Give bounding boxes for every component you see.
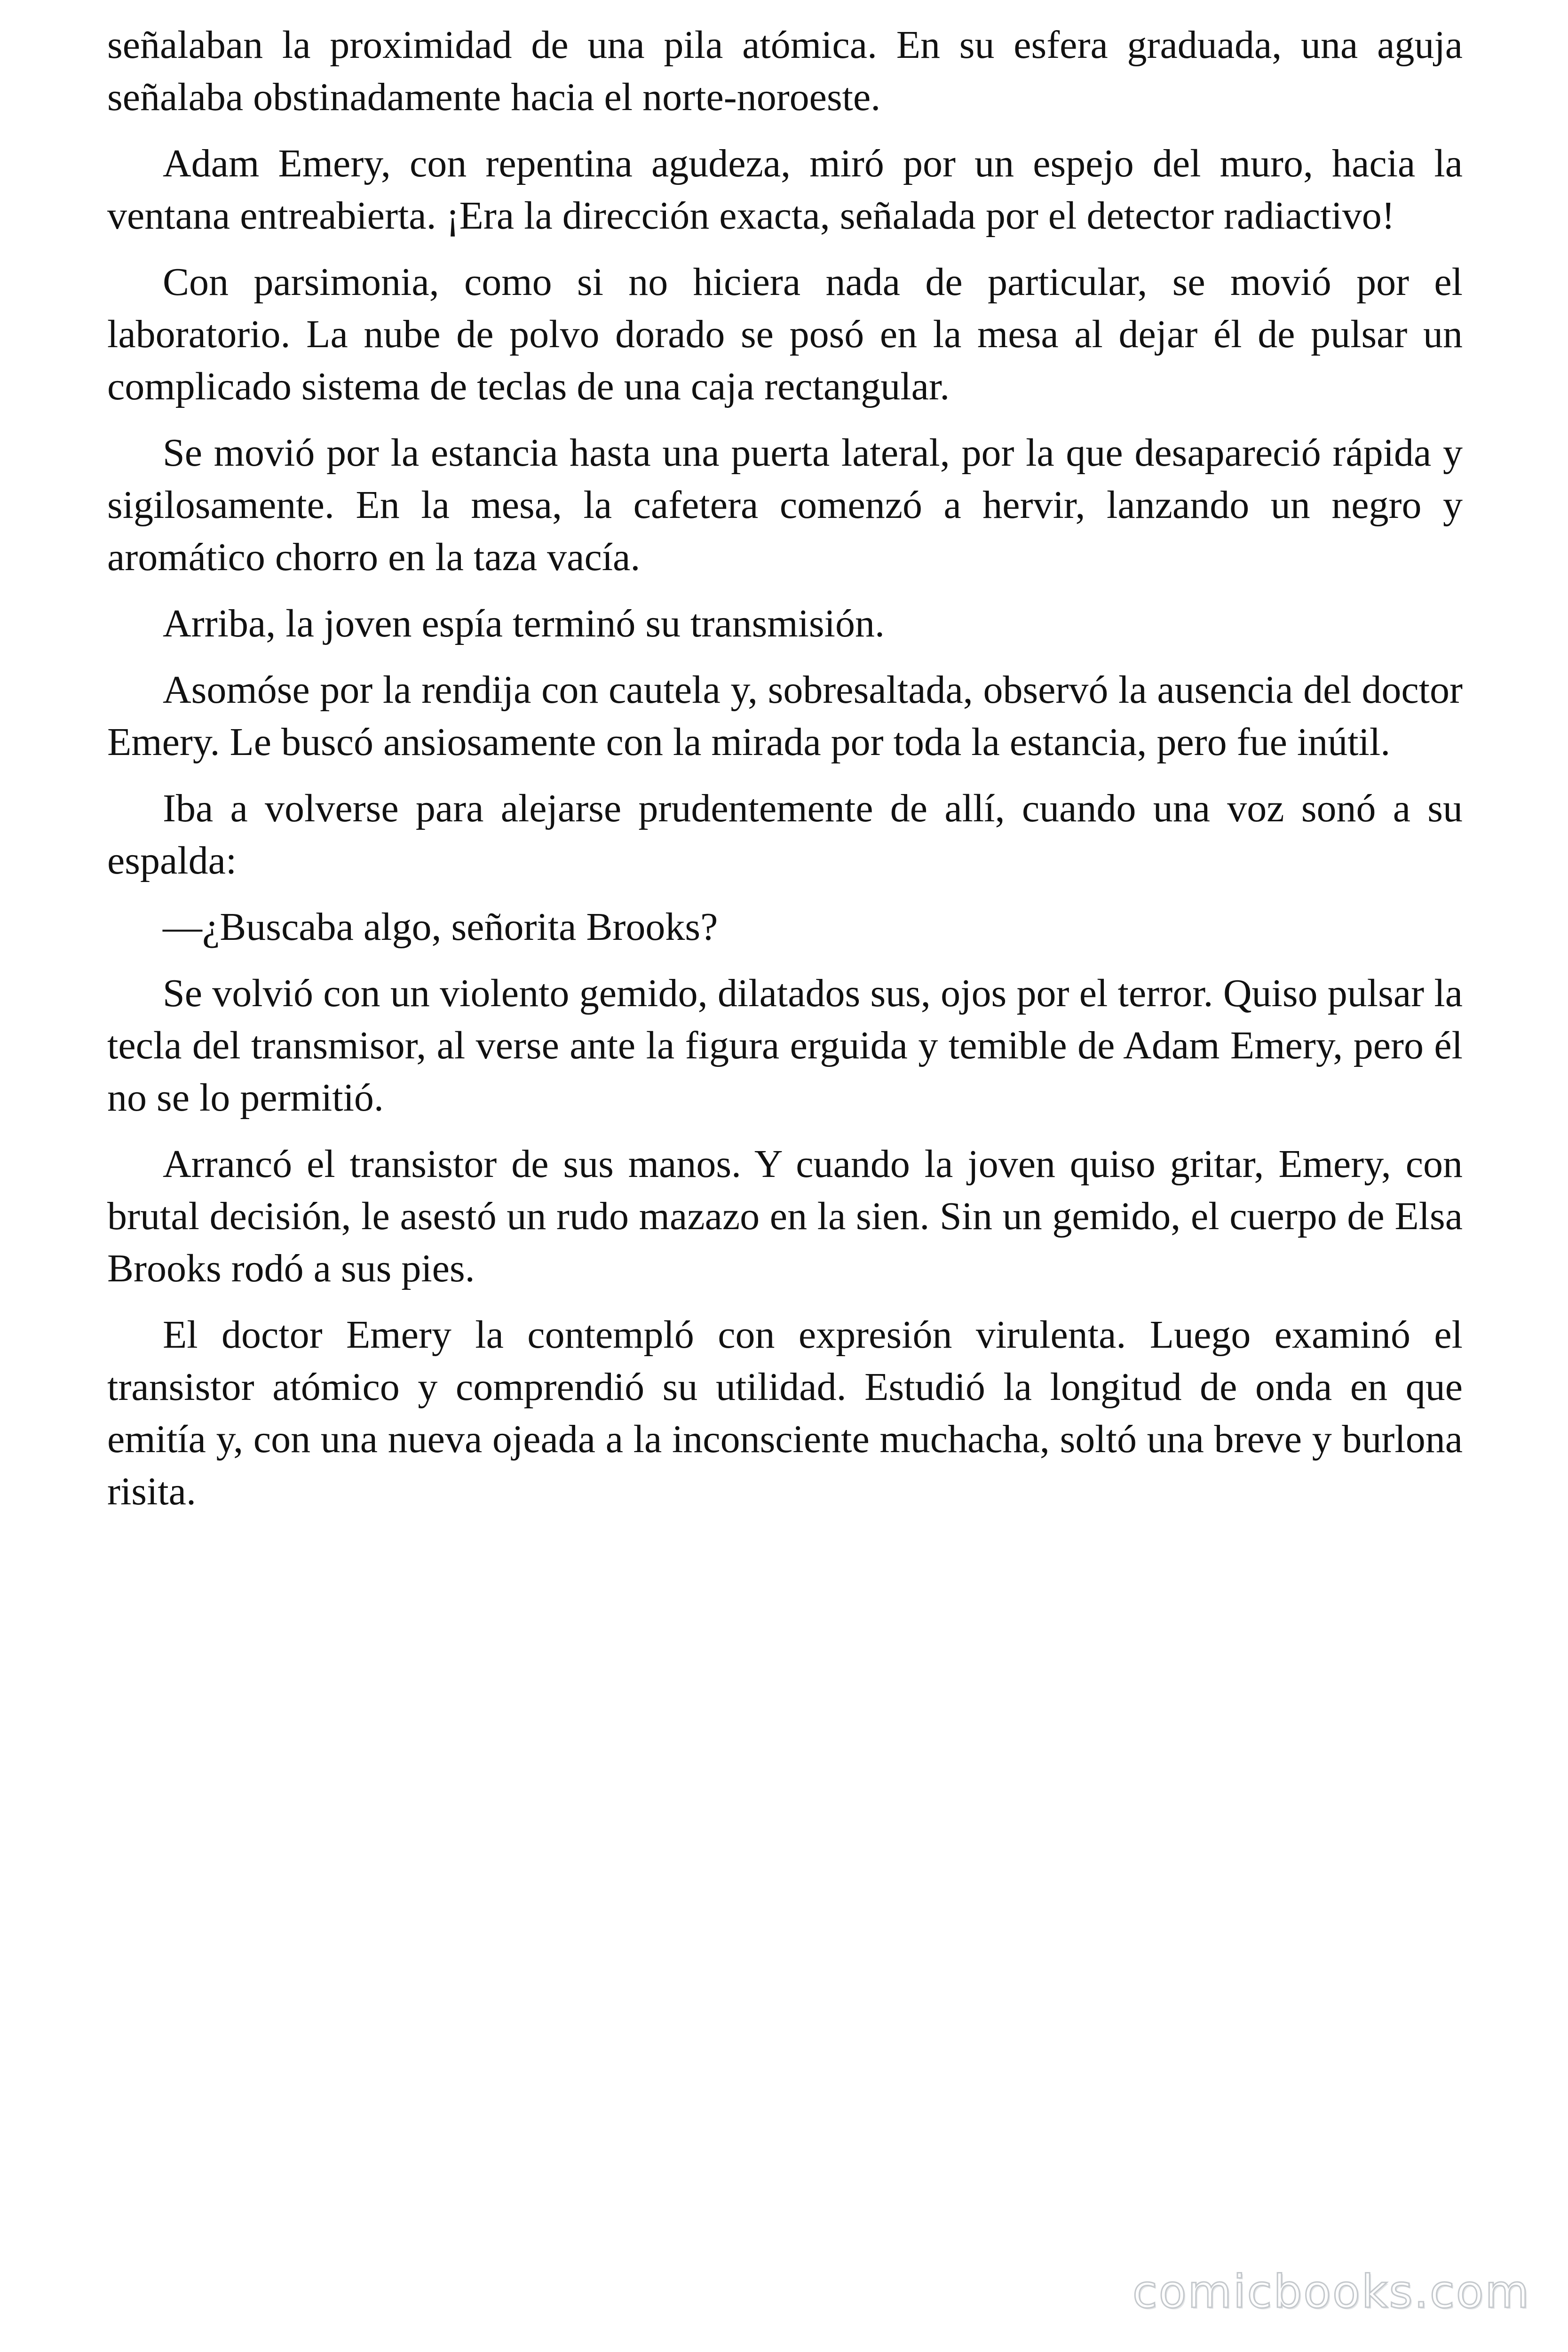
paragraph: El doctor Emery la contempló con expresión virulenta. Luego examinó el transistor atómico y comprendió su utilidad. Estudió la longitud de onda en que emitía y, con una nueva ojeada a la inconsciente muchacha, soltó una breve y burlona risita.	[107, 1313, 1463, 1513]
document-body	[107, 19, 1463, 1532]
paragraph: Se movió por la estancia hasta una puerta lateral, por la que desapareció rápida y sigilosamente. En la mesa, la cafetera comenzó a hervir, lanzando un negro y aromático chorro en la taza vacía.	[107, 431, 1463, 579]
paragraph: Con parsimonia, como si no hiciera nada de particular, se movió por el laboratorio. La nube de polvo dorado se posó en la mesa al dejar él de pulsar un complicado sistema de teclas de una caja rectangular.	[107, 260, 1463, 408]
paragraph: Se volvió con un violento gemido, dilatados sus, ojos por el terror. Quiso pulsar la tecla del transmisor, al verse ante la figura erguida y temible de Adam Emery, pero él no se lo permitió.	[107, 971, 1463, 1120]
paragraph: Asomóse por la rendija con cautela y, sobresaltada, observó la ausencia del doctor Emery. Le buscó ansiosamente con la mirada por toda la estancia, pero fue inútil.	[107, 668, 1463, 764]
paragraph: Arrancó el transistor de sus manos. Y cuando la joven quiso gritar, Emery, con brutal decisión, le asestó un rudo mazazo en la sien. Sin un gemido, el cuerpo de Elsa Brooks rodó a sus pies.	[107, 1142, 1463, 1290]
dialogue-line: —¿Buscaba algo, señorita Brooks?	[163, 905, 718, 949]
paragraph: señalaban la proximidad de una pila atómica. En su esfera graduada, una aguja señalaba obstinadamente hacia el norte-noroeste.	[107, 23, 1463, 119]
paragraph: Arriba, la joven espía terminó su transmisión.	[163, 602, 885, 645]
paragraph: Iba a volverse para alejarse prudentemente de allí, cuando una voz sonó a su espalda:	[107, 787, 1463, 882]
watermark: comicbooks.com	[1132, 2265, 1530, 2318]
paragraph: Adam Emery, con repentina agudeza, miró por un espejo del muro, hacia la ventana entreabierta. ¡Era la dirección exacta, señalada por el detector radiactivo!	[107, 142, 1463, 238]
